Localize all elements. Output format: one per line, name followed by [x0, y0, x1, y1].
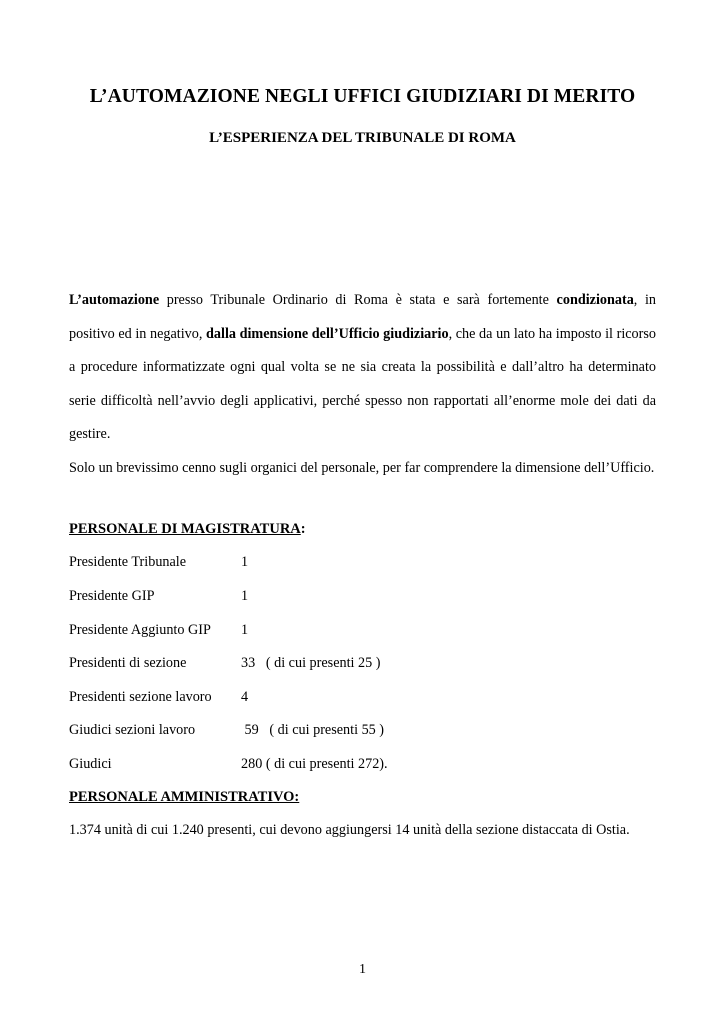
row-value: 280 ( di cui presenti 272). — [241, 756, 388, 772]
row-value: 1 — [241, 588, 249, 604]
intro-bold-condizionata: condizionata — [556, 292, 634, 308]
intro-text-1: presso Tribunale Ordinario di Roma è stata e sarà fortemente — [159, 292, 557, 308]
row-value: 4 — [241, 689, 249, 705]
amministrativo-heading: PERSONALE AMMINISTRATIVO: — [69, 789, 300, 805]
row-label: Presidente Aggiunto GIP — [69, 622, 211, 638]
row-label: Presidente Tribunale — [69, 554, 187, 570]
document-subtitle: L’ESPERIENZA DEL TRIBUNALE DI ROMA — [209, 130, 516, 146]
row-label: Presidenti sezione lavoro — [69, 689, 212, 705]
intro-text-2: , in positivo ed in negativo, — [69, 292, 656, 342]
intro-bold-dimensione: dalla dimensione dell’Ufficio giudiziario — [206, 325, 449, 342]
intro-bold-automazione: L’automazione — [69, 292, 160, 308]
intro-text-3: , che da un lato ha imposto il ricorso a procedure informatizzate ogni qual volta se ne sia creata la possibilità e dall’altro ha determinato serie difficoltà nell’avvio degli applicativi, perché spesso non rapportati all’enorme mole dei dati da gestire. — [69, 325, 656, 442]
intro-paragraph — [69, 284, 656, 452]
document-title: L’AUTOMAZIONE NEGLI UFFICI GIUDIZIARI DI MERITO — [89, 86, 636, 107]
body-text — [69, 284, 656, 485]
row-value: 33 ( di cui presenti 25 ) — [241, 655, 381, 671]
amministrativo-text: 1.374 unità di cui 1.240 presenti, cui devono aggiungersi 14 unità della sezione distaccata di Ostia. — [69, 822, 630, 838]
row-label: Giudici — [69, 756, 112, 772]
row-value: 1 — [241, 622, 249, 638]
row-value: 1 — [241, 554, 249, 570]
magistratura-heading-colon: : — [300, 521, 306, 537]
page-number: 1 — [359, 962, 366, 977]
magistratura-heading — [69, 521, 306, 538]
organici-paragraph: Solo un brevissimo cenno sugli organici del personale, per far comprendere la dimensione dell’Ufficio. — [69, 459, 655, 476]
row-label: Giudici sezioni lavoro — [69, 722, 196, 738]
row-label: Presidente GIP — [69, 588, 155, 604]
row-label: Presidenti di sezione — [69, 655, 187, 671]
magistratura-heading-text: PERSONALE DI MAGISTRATURA — [69, 521, 301, 537]
row-value: 59 ( di cui presenti 55 ) — [241, 722, 385, 738]
